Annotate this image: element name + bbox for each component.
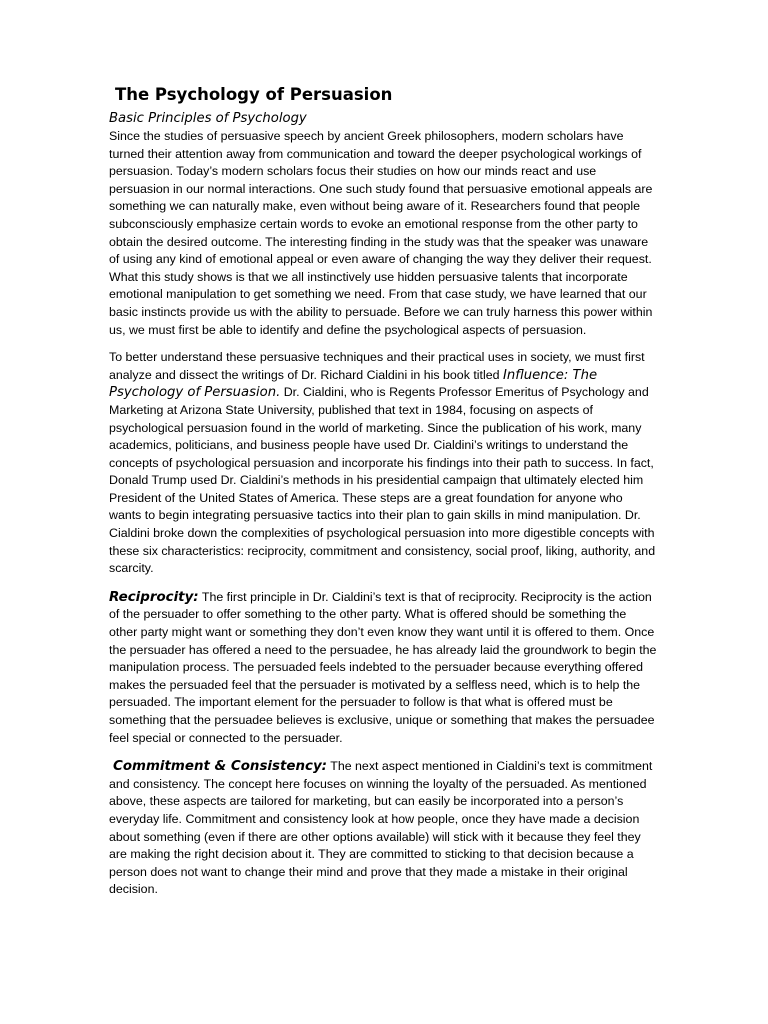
- commitment-text: The next aspect mentioned in Cialdini’s text is commitment and consistency. The concept here focuses on winning the loyalty of the persuaded. As mentioned above, these aspects are tailored for marketing, but can easily be incorporated into a person’s everyday life. Commitment and consistency look at how people, once they have made a decision about something (even if there are other options available) will stick with it because they feel they are making the right decision about it. They are committed to sticking to that decision because a person does not want to change their mind and prove that they made a mistake in their original decision.: [109, 759, 653, 897]
- reciprocity-heading: Reciprocity:: [109, 589, 199, 605]
- document-title: The Psychology of Persuasion: [115, 85, 393, 104]
- reciprocity-text: The first principle in Dr. Cialdini’s text is that of reciprocity. Reciprocity is the action of the persuader to offer something to the other party. What is offered should be something the other party might want or something they don’t even know they want until it is offered to them. Once the persuader has offered a need to the persuadee, he has already laid the groundwork to begin the manipulation process. The persuaded feels indebted to the persuader because everything offered makes the persuaded feel that the persuader is motivated by a selfless need, which is to help the persuaded. The important element for the persuader to follow is that what is offered must be something that the persuadee believes is exclusive, unique or something that makes the persuadee feel special or connected to the persuader.: [109, 589, 657, 745]
- commitment-heading: Commitment & Consistency:: [113, 759, 328, 775]
- paragraph-reciprocity: [109, 589, 657, 747]
- book-title: Influence: The Psychology of Persuasion.: [109, 367, 598, 401]
- paragraph-cialdini-lead: To better understand these persuasive techniques and their practical uses in society, we must first analyze and dissect the writings of Dr. Richard Cialdini in his book titled: [109, 350, 645, 382]
- paragraph-commitment: [109, 758, 657, 899]
- document-subtitle: Basic Principles of Psychology: [109, 111, 307, 126]
- paragraph-intro: Since the studies of persuasive speech by ancient Greek philosophers, modern scholars have turned their attention away from communication and toward the deeper psychological workings of persuasion. Today’s modern scholars focus their studies on how our minds react and use persuasion in our normal interactions. One such study found that persuasive emotional appeals are something we can naturally make, even without being aware of it. Researchers found that people subconsciously emphasize certain words to evoke an emotional response from the other party to obtain the desired outcome. The interesting finding in the study was that the speaker was unaware of using any kind of emotional appeal or even aware of changing the way they deliver their request. What this study shows is that we all instinctively use hidden persuasive talents that incorporate emotional manipulation to get something we need. From that case study, we have learned that our basic instincts provide us with the ability to persuade. Before we can truly harness this power within us, we must first be able to identify and define the psychological aspects of persuasion.: [109, 129, 653, 337]
- document-body: [109, 84, 657, 899]
- paragraph-cialdini-rest: Dr. Cialdini, who is Regents Professor Emeritus of Psychology and Marketing at Arizona State University, published that text in 1984, focusing on aspects of psychological persuasion found in the world of marketing. Since the publication of his work, many academics, politicians, and business people have used Dr. Cialdini’s writings to understand the concepts of psychological persuasion and incorporate his findings into their path to success. In fact, Donald Trump used Dr. Cialdini’s methods in his presidential campaign that ultimately elected him President of the United States of America. These steps are a great foundation for anyone who wants to begin integrating persuasive tactics into their plan to gain skills in mind manipulation. Dr. Cialdini broke down the complexities of psychological persuasion into more digestible concepts with these six characteristics: reciprocity, commitment and consistency, social proof, liking, authority, and scarcity.: [109, 385, 656, 576]
- paragraph-cialdini: [109, 349, 657, 578]
